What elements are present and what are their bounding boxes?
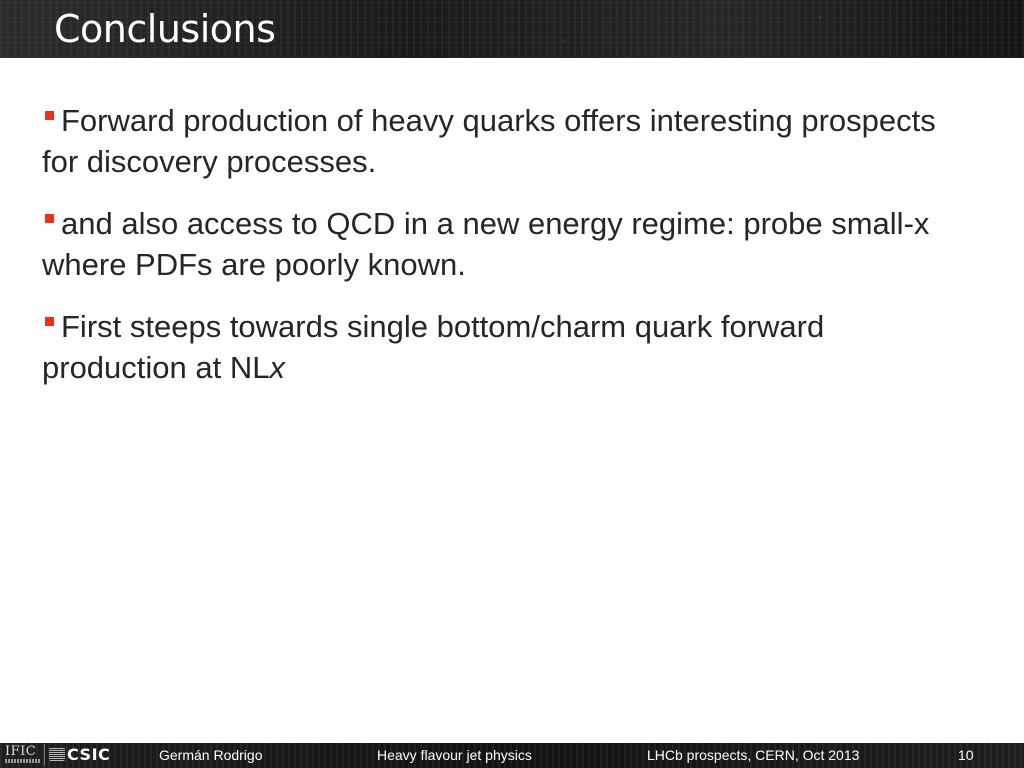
footer-event: LHCb prospects, CERN, Oct 2013 — [647, 747, 860, 763]
footer-page-number: 10 — [958, 747, 974, 763]
bullet-text: Forward production of heavy quarks offers interesting prospects for discovery processes. — [42, 103, 936, 179]
bullet-square-icon — [45, 317, 54, 326]
csic-logo-text: CSIC — [67, 745, 111, 764]
csic-emblem-icon — [49, 747, 65, 761]
footer-bar — [0, 743, 1024, 768]
csic-logo — [49, 745, 129, 765]
slide-content — [42, 100, 942, 409]
ific-logo — [2, 744, 45, 766]
bullet-text: and also access to QCD in a new energy regime: probe small-x where PDFs are poorly known. — [42, 206, 930, 282]
bullet-item — [42, 100, 942, 182]
slide-title: Conclusions — [54, 7, 276, 51]
bullet-text-italic: x — [269, 350, 285, 385]
title-bar — [0, 0, 1024, 58]
bullet-item — [42, 203, 942, 285]
bullet-square-icon — [45, 214, 54, 223]
footer-author: Germán Rodrigo — [159, 747, 263, 763]
bullet-square-icon — [45, 111, 54, 120]
footer-talk-title: Heavy flavour jet physics — [377, 747, 532, 763]
ific-logo-text: IFIC — [5, 744, 37, 759]
bullet-item — [42, 306, 942, 388]
bullet-text: First steeps towards single bottom/charm quark forward production at NL — [42, 309, 825, 385]
ific-logo-subtext — [5, 759, 41, 763]
